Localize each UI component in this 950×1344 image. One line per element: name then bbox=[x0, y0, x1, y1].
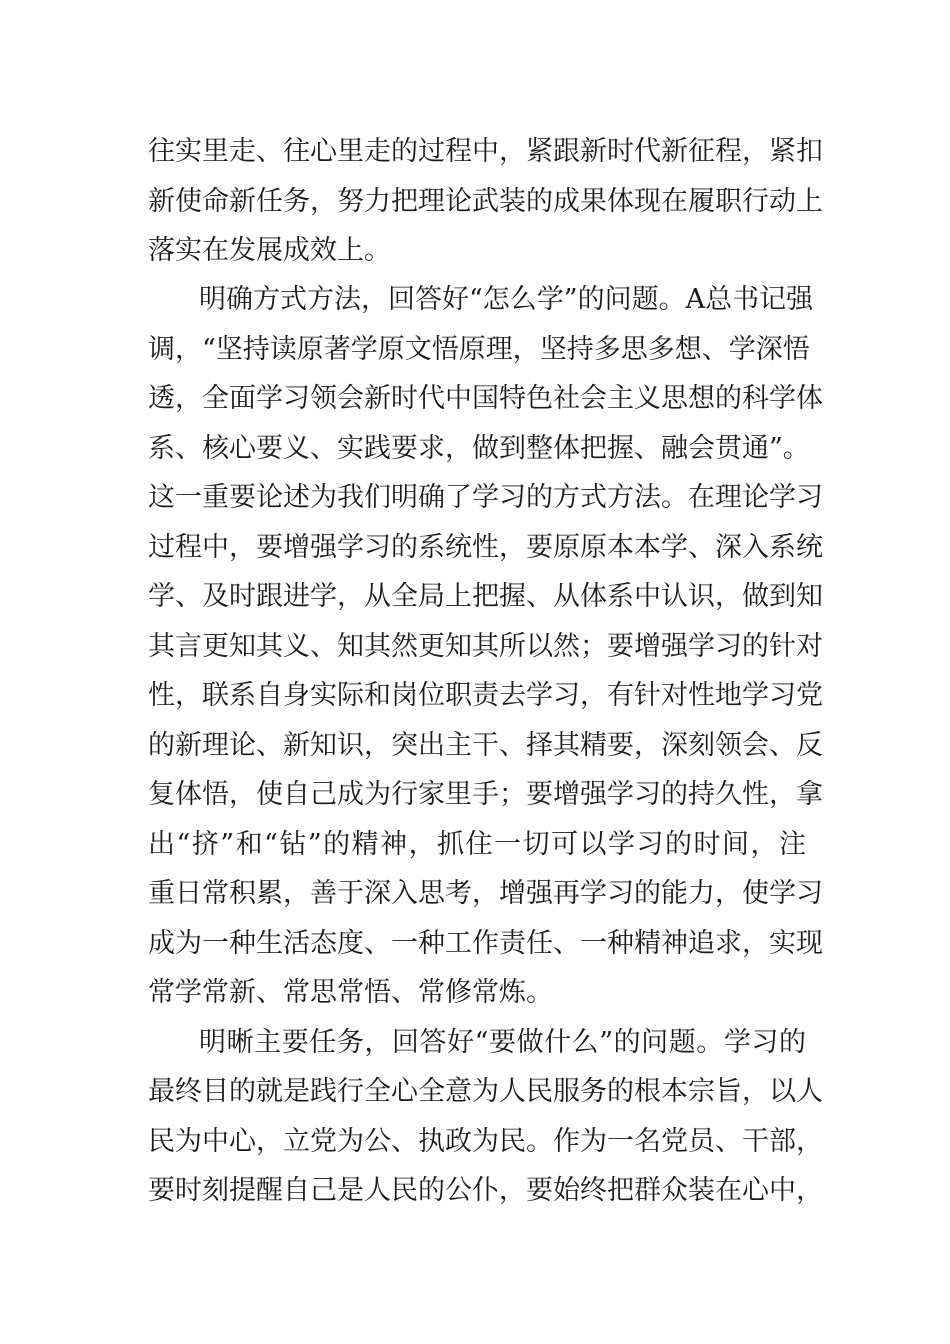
text-line: 往实里走、往心里走的过程中，紧跟新时代新征程，紧扣 bbox=[148, 136, 823, 167]
text-line: 民为中心，立党为公、执政为民。作为一名党员、干部， bbox=[148, 1126, 823, 1157]
text-line: 过程中，要增强学习的系统性，要原原本本学、深入系统 bbox=[148, 532, 823, 563]
text-line: 成为一种生活态度、一种工作责任、一种精神追求，实现 bbox=[148, 928, 823, 959]
text-line: 出“挤”和“钻”的精神，抓住一切可以学习的时间，注 bbox=[148, 829, 806, 860]
text-line: 的新理论、新知识，突出主干、择其精要，深刻领会、反 bbox=[148, 730, 823, 761]
paragraph-start-line: 明确方式方法，回答好“怎么学”的问题。A总书记强 bbox=[199, 284, 814, 315]
text-line: 学、及时跟进学，从全局上把握、从体系中认识，做到知 bbox=[148, 581, 823, 612]
text-line: 重日常积累，善于深入思考，增强再学习的能力，使学习 bbox=[148, 878, 823, 909]
text-line: 性，联系自身实际和岗位职责去学习，有针对性地学习党 bbox=[148, 680, 823, 711]
paragraph-start-line: 明晰主要任务，回答好“要做什么”的问题。学习的 bbox=[199, 1027, 806, 1058]
text-line: 这一重要论述为我们明确了学习的方式方法。在理论学习 bbox=[148, 482, 823, 513]
text-line: 新使命新任务，努力把理论武装的成果体现在履职行动上 bbox=[148, 186, 823, 217]
text-line: 复体悟，使自己成为行家里手；要增强学习的持久性，拿 bbox=[148, 779, 823, 810]
text-line: 落实在发展成效上。 bbox=[148, 235, 391, 266]
text-line: 其言更知其义、知其然更知其所以然；要增强学习的针对 bbox=[148, 631, 823, 662]
text-line: 要时刻提醒自己是人民的公仆，要始终把群众装在心中， bbox=[148, 1175, 823, 1206]
text-line: 常学常新、常思常悟、常修常炼。 bbox=[148, 977, 553, 1008]
text-line: 最终目的就是践行全心全意为人民服务的根本宗旨，以人 bbox=[148, 1076, 823, 1107]
text-line: 透，全面学习领会新时代中国特色社会主义思想的科学体 bbox=[148, 383, 823, 414]
text-line: 系、核心要义、实践要求，做到整体把握、融会贯通”。 bbox=[148, 433, 810, 464]
text-line: 调，“坚持读原著学原文悟原理，坚持多思多想、学深悟 bbox=[148, 334, 810, 365]
